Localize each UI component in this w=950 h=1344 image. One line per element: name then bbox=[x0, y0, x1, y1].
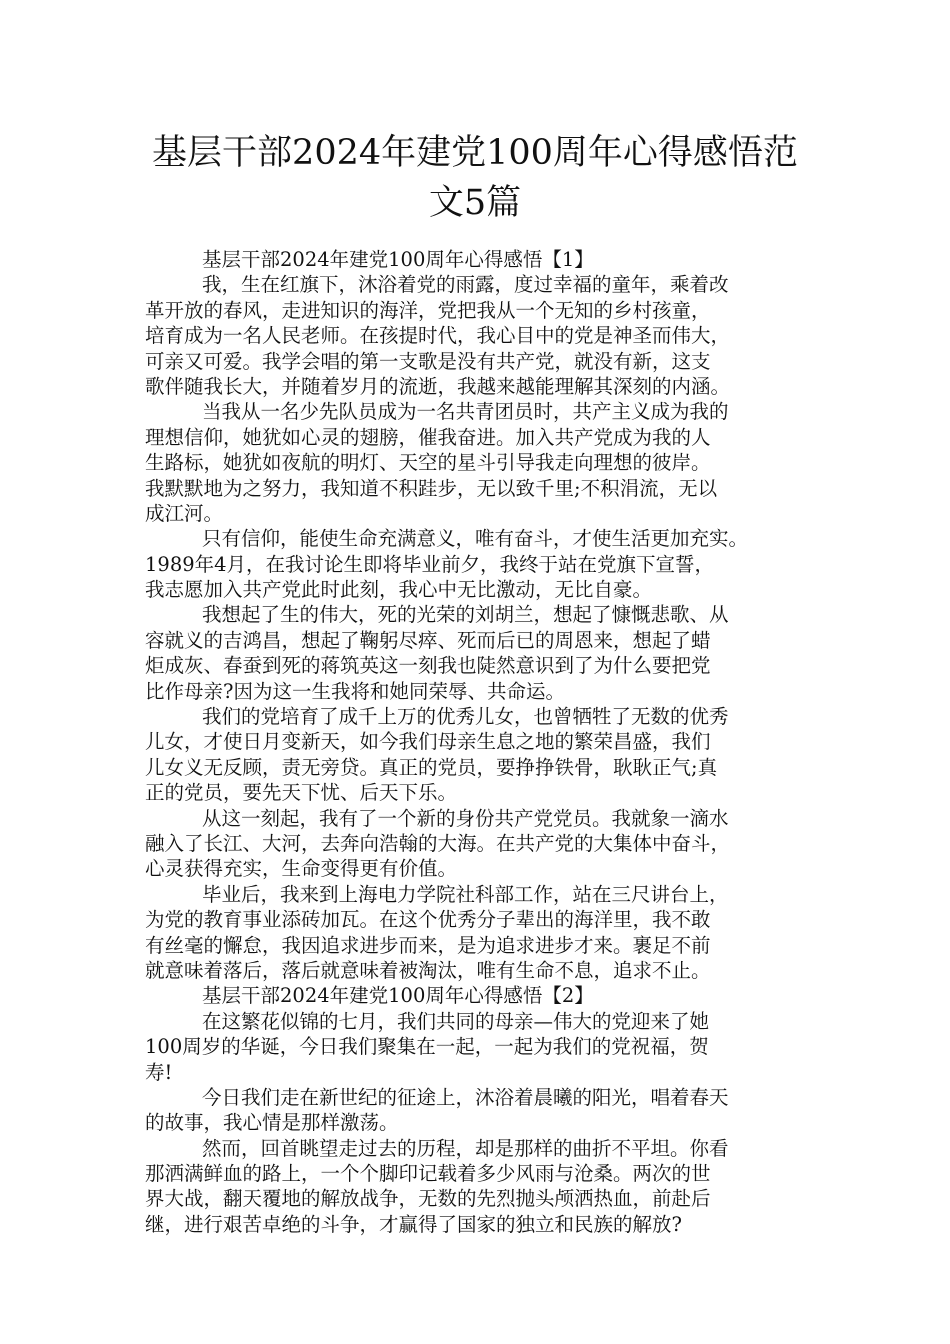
text-line: 生路标，她犹如夜航的明灯、天空的星斗引导我走向理想的彼岸。 bbox=[145, 451, 711, 475]
document-body bbox=[145, 247, 805, 1237]
text-line: 界大战，翻天覆地的解放战争，无数的先烈抛头颅洒热血，前赴后 bbox=[145, 1187, 711, 1211]
text-line: 容就义的吉鸿昌，想起了鞠躬尽瘁、死而后已的周恩来，想起了蜡 bbox=[145, 628, 711, 652]
text-line: 有丝毫的懈怠，我因追求进步而来，是为追求进步才来。裹足不前 bbox=[145, 933, 711, 957]
text-line: 当我从一名少先队员成为一名共青团员时，共产主义成为我的 bbox=[202, 400, 729, 424]
text-line: 我们的党培育了成千上万的优秀儿女，也曾牺牲了无数的优秀 bbox=[202, 705, 729, 729]
text-line: 那洒满鲜血的路上，一个个脚印记载着多少风雨与沧桑。两次的世 bbox=[145, 1162, 711, 1186]
text-line: 就意味着落后，落后就意味着被淘汰，唯有生命不息，追求不止。 bbox=[145, 958, 711, 982]
text-line: 儿女，才使日月变新天，如今我们母亲生息之地的繁荣昌盛，我们 bbox=[145, 730, 711, 754]
text-line: 今日我们走在新世纪的征途上，沐浴着晨曦的阳光，唱着春天 bbox=[202, 1085, 729, 1109]
text-line: 只有信仰，能使生命充满意义，唯有奋斗，才使生活更加充实。 bbox=[202, 527, 749, 551]
text-line: 儿女义无反顾，责无旁贷。真正的党员，要挣挣铁骨，耿耿正气;真 bbox=[145, 755, 718, 779]
text-line: 100周岁的华诞，今日我们聚集在一起，一起为我们的党祝福，贺 bbox=[145, 1035, 709, 1059]
document-title bbox=[120, 128, 830, 228]
text-line: 比作母亲?因为这一生我将和她同荣辱、共命运。 bbox=[145, 679, 565, 703]
text-line: 寿! bbox=[145, 1060, 173, 1084]
text-line: 融入了长江、大河，去奔向浩翰的大海。在共产党的大集体中奋斗， bbox=[145, 831, 731, 855]
text-line: 炬成灰、春蚕到死的蒋筑英这一刻我也陡然意识到了为什么要把党 bbox=[145, 654, 711, 678]
text-line: 然而，回首眺望走过去的历程，却是那样的曲折不平坦。你看 bbox=[202, 1136, 729, 1160]
text-line: 基层干部2024年建党100周年心得感悟【1】 bbox=[202, 248, 594, 271]
text-line: 歌伴随我长大，并随着岁月的流逝，我越来越能理解其深刻的内涵。 bbox=[145, 374, 731, 398]
text-line: 毕业后，我来到上海电力学院社科部工作，站在三尺讲台上， bbox=[202, 882, 729, 906]
text-line: 我，生在红旗下，沐浴着党的雨露，度过幸福的童年，乘着改 bbox=[202, 273, 729, 297]
text-line: 为党的教育事业添砖加瓦。在这个优秀分子辈出的海洋里，我不敢 bbox=[145, 908, 711, 932]
text-line: 可亲又可爱。我学会唱的第一支歌是没有共产党，就没有新，这支 bbox=[145, 349, 711, 373]
title-line-2: 文5篇 bbox=[428, 183, 522, 223]
text-line: 我想起了生的伟大，死的光荣的刘胡兰，想起了慷慨悲歌、从 bbox=[202, 603, 729, 627]
title-line-1: 基层干部2024年建党100周年心得感悟范 bbox=[152, 133, 798, 173]
text-line: 革开放的春风，走进知识的海洋，党把我从一个无知的乡村孩童， bbox=[145, 298, 711, 322]
text-line: 在这繁花似锦的七月，我们共同的母亲—伟大的党迎来了她 bbox=[202, 1009, 710, 1033]
text-line: 的故事，我心情是那样激荡。 bbox=[145, 1111, 399, 1135]
text-line: 1989年4月，在我讨论生即将毕业前夕，我终于站在党旗下宣誓， bbox=[145, 552, 715, 576]
text-line: 心灵获得充实，生命变得更有价值。 bbox=[145, 857, 458, 881]
text-line: 基层干部2024年建党100周年心得感悟【2】 bbox=[202, 984, 594, 1008]
text-line: 从这一刻起，我有了一个新的身份共产党党员。我就象一滴水 bbox=[202, 806, 729, 830]
text-line: 培育成为一名人民老师。在孩提时代，我心目中的党是神圣而伟大， bbox=[145, 324, 731, 348]
text-line: 我默默地为之努力，我知道不积跬步，无以致千里;不积涓流，无以 bbox=[145, 476, 718, 500]
text-line: 理想信仰，她犹如心灵的翅膀，催我奋进。加入共产党成为我的人 bbox=[145, 425, 711, 449]
text-line: 我志愿加入共产党此时此刻，我心中无比激动，无比自豪。 bbox=[145, 578, 653, 602]
text-line: 成江河。 bbox=[145, 501, 224, 525]
text-line: 继，进行艰苦卓绝的斗争，才赢得了国家的独立和民族的解放? bbox=[145, 1212, 682, 1236]
text-line: 正的党员，要先天下忧、后天下乐。 bbox=[145, 781, 458, 805]
